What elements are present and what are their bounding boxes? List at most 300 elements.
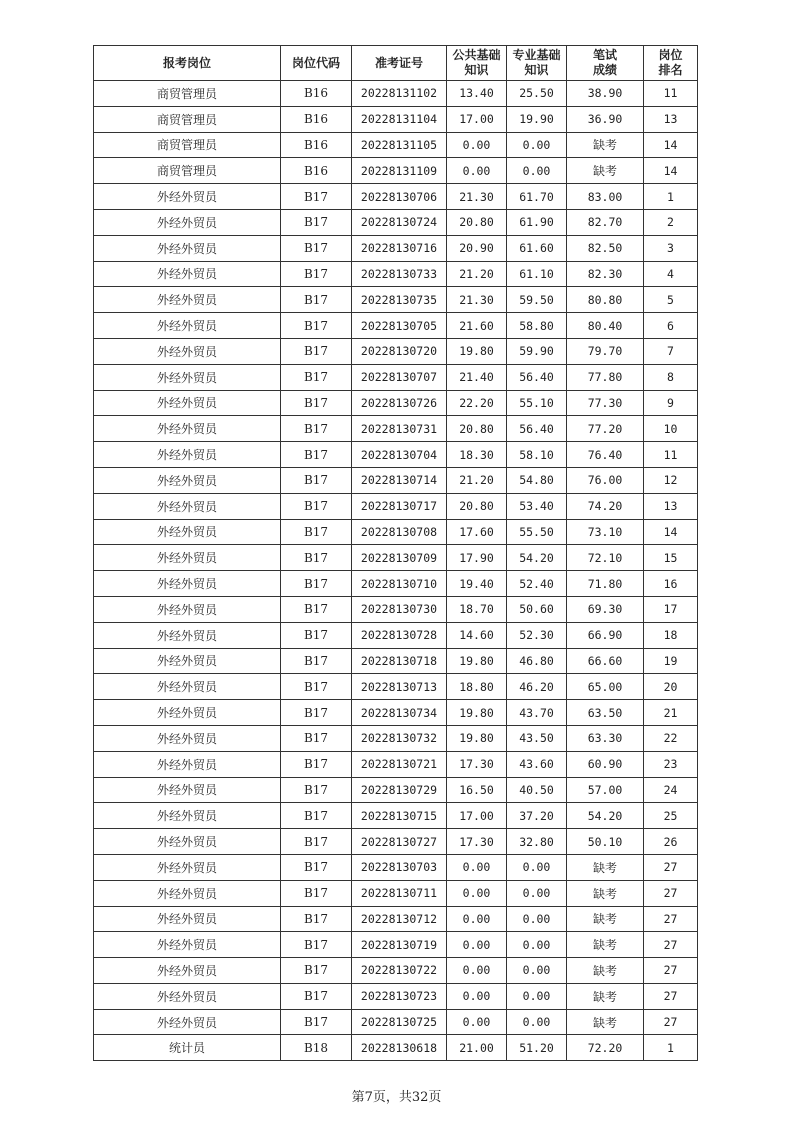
cell-ticket-number: 20228130704	[352, 442, 447, 468]
cell-position: 外经外贸员	[94, 1009, 281, 1035]
cell-ticket-number: 20228131102	[352, 81, 447, 107]
cell-professional-knowledge: 0.00	[507, 958, 567, 984]
cell-public-knowledge: 18.80	[447, 674, 507, 700]
cell-position: 外经外贸员	[94, 313, 281, 339]
cell-public-knowledge: 21.60	[447, 313, 507, 339]
cell-position: 外经外贸员	[94, 829, 281, 855]
cell-public-knowledge: 21.00	[447, 1035, 507, 1061]
cell-position: 外经外贸员	[94, 209, 281, 235]
table-row	[94, 854, 698, 880]
cell-professional-knowledge: 58.80	[507, 313, 567, 339]
table-row	[94, 906, 698, 932]
cell-position-code: B17	[281, 854, 352, 880]
cell-position: 外经外贸员	[94, 674, 281, 700]
header-ticket-number: 准考证号	[352, 46, 447, 81]
cell-position: 外经外贸员	[94, 571, 281, 597]
cell-public-knowledge: 17.30	[447, 751, 507, 777]
cell-position: 外经外贸员	[94, 261, 281, 287]
cell-public-knowledge: 0.00	[447, 932, 507, 958]
cell-public-knowledge: 19.40	[447, 571, 507, 597]
table-row	[94, 829, 698, 855]
cell-professional-knowledge: 0.00	[507, 880, 567, 906]
cell-public-knowledge: 19.80	[447, 700, 507, 726]
cell-professional-knowledge: 37.20	[507, 803, 567, 829]
cell-written-score: 60.90	[567, 751, 644, 777]
cell-position: 外经外贸员	[94, 519, 281, 545]
cell-position: 外经外贸员	[94, 906, 281, 932]
cell-position: 外经外贸员	[94, 648, 281, 674]
table-row	[94, 674, 698, 700]
cell-professional-knowledge: 54.20	[507, 545, 567, 571]
table-row	[94, 983, 698, 1009]
cell-position-code: B16	[281, 158, 352, 184]
cell-public-knowledge: 0.00	[447, 906, 507, 932]
cell-written-score: 74.20	[567, 493, 644, 519]
cell-professional-knowledge: 43.60	[507, 751, 567, 777]
cell-position-code: B17	[281, 906, 352, 932]
cell-written-score: 缺考	[567, 906, 644, 932]
cell-written-score: 缺考	[567, 983, 644, 1009]
cell-rank: 25	[644, 803, 698, 829]
cell-public-knowledge: 20.80	[447, 493, 507, 519]
cell-ticket-number: 20228130712	[352, 906, 447, 932]
table-row	[94, 416, 698, 442]
cell-rank: 15	[644, 545, 698, 571]
cell-ticket-number: 20228130709	[352, 545, 447, 571]
cell-ticket-number: 20228130727	[352, 829, 447, 855]
table-row	[94, 880, 698, 906]
table-row	[94, 803, 698, 829]
cell-position-code: B17	[281, 571, 352, 597]
cell-rank: 26	[644, 829, 698, 855]
cell-position: 商贸管理员	[94, 81, 281, 107]
cell-rank: 16	[644, 571, 698, 597]
cell-position-code: B17	[281, 958, 352, 984]
cell-professional-knowledge: 32.80	[507, 829, 567, 855]
table-row	[94, 313, 698, 339]
cell-professional-knowledge: 61.60	[507, 235, 567, 261]
cell-position: 外经外贸员	[94, 622, 281, 648]
cell-ticket-number: 20228130706	[352, 184, 447, 210]
cell-public-knowledge: 17.60	[447, 519, 507, 545]
table-row	[94, 1009, 698, 1035]
cell-rank: 23	[644, 751, 698, 777]
cell-written-score: 76.00	[567, 467, 644, 493]
cell-position: 外经外贸员	[94, 596, 281, 622]
cell-ticket-number: 20228130716	[352, 235, 447, 261]
cell-position: 商贸管理员	[94, 158, 281, 184]
cell-rank: 8	[644, 364, 698, 390]
cell-written-score: 82.50	[567, 235, 644, 261]
cell-position: 外经外贸员	[94, 803, 281, 829]
table-row	[94, 751, 698, 777]
table-row	[94, 493, 698, 519]
cell-ticket-number: 20228130731	[352, 416, 447, 442]
cell-ticket-number: 20228130723	[352, 983, 447, 1009]
cell-written-score: 缺考	[567, 158, 644, 184]
table-row	[94, 958, 698, 984]
cell-professional-knowledge: 0.00	[507, 983, 567, 1009]
cell-rank: 27	[644, 854, 698, 880]
cell-written-score: 69.30	[567, 596, 644, 622]
cell-ticket-number: 20228130720	[352, 338, 447, 364]
table-row	[94, 1035, 698, 1061]
cell-position: 商贸管理员	[94, 132, 281, 158]
cell-written-score: 73.10	[567, 519, 644, 545]
cell-position-code: B17	[281, 493, 352, 519]
cell-position-code: B17	[281, 700, 352, 726]
cell-professional-knowledge: 55.10	[507, 390, 567, 416]
cell-rank: 14	[644, 158, 698, 184]
cell-rank: 21	[644, 700, 698, 726]
table-row	[94, 932, 698, 958]
cell-ticket-number: 20228130717	[352, 493, 447, 519]
cell-professional-knowledge: 53.40	[507, 493, 567, 519]
cell-professional-knowledge: 51.20	[507, 1035, 567, 1061]
cell-position-code: B17	[281, 1009, 352, 1035]
cell-ticket-number: 20228130713	[352, 674, 447, 700]
cell-position-code: B17	[281, 235, 352, 261]
cell-rank: 19	[644, 648, 698, 674]
cell-professional-knowledge: 52.30	[507, 622, 567, 648]
cell-rank: 13	[644, 493, 698, 519]
cell-professional-knowledge: 25.50	[507, 81, 567, 107]
header-public-knowledge: 公共基础知识	[447, 46, 507, 81]
cell-rank: 24	[644, 777, 698, 803]
cell-written-score: 缺考	[567, 854, 644, 880]
cell-written-score: 80.40	[567, 313, 644, 339]
cell-position-code: B17	[281, 932, 352, 958]
cell-professional-knowledge: 61.90	[507, 209, 567, 235]
cell-written-score: 缺考	[567, 880, 644, 906]
page-number: 第7页，共32页	[351, 1090, 442, 1105]
cell-ticket-number: 20228130715	[352, 803, 447, 829]
cell-position-code: B17	[281, 777, 352, 803]
cell-written-score: 82.70	[567, 209, 644, 235]
cell-public-knowledge: 18.70	[447, 596, 507, 622]
cell-rank: 20	[644, 674, 698, 700]
cell-written-score: 缺考	[567, 132, 644, 158]
cell-professional-knowledge: 0.00	[507, 932, 567, 958]
cell-position: 外经外贸员	[94, 777, 281, 803]
cell-position-code: B17	[281, 983, 352, 1009]
cell-professional-knowledge: 46.20	[507, 674, 567, 700]
cell-professional-knowledge: 59.90	[507, 338, 567, 364]
cell-ticket-number: 20228131109	[352, 158, 447, 184]
cell-position: 外经外贸员	[94, 725, 281, 751]
table-row	[94, 390, 698, 416]
cell-position-code: B17	[281, 184, 352, 210]
cell-public-knowledge: 0.00	[447, 854, 507, 880]
cell-public-knowledge: 21.20	[447, 261, 507, 287]
cell-ticket-number: 20228130724	[352, 209, 447, 235]
cell-written-score: 77.80	[567, 364, 644, 390]
cell-professional-knowledge: 56.40	[507, 416, 567, 442]
cell-position-code: B17	[281, 674, 352, 700]
cell-professional-knowledge: 50.60	[507, 596, 567, 622]
cell-position-code: B17	[281, 261, 352, 287]
cell-ticket-number: 20228130729	[352, 777, 447, 803]
cell-rank: 27	[644, 1009, 698, 1035]
cell-written-score: 71.80	[567, 571, 644, 597]
cell-written-score: 76.40	[567, 442, 644, 468]
cell-ticket-number: 20228130735	[352, 287, 447, 313]
cell-ticket-number: 20228130728	[352, 622, 447, 648]
cell-ticket-number: 20228130705	[352, 313, 447, 339]
cell-rank: 27	[644, 983, 698, 1009]
cell-ticket-number: 20228130707	[352, 364, 447, 390]
cell-position: 外经外贸员	[94, 416, 281, 442]
cell-professional-knowledge: 43.50	[507, 725, 567, 751]
cell-professional-knowledge: 56.40	[507, 364, 567, 390]
cell-rank: 14	[644, 132, 698, 158]
cell-public-knowledge: 21.20	[447, 467, 507, 493]
cell-rank: 11	[644, 81, 698, 107]
cell-professional-knowledge: 52.40	[507, 571, 567, 597]
table-row	[94, 545, 698, 571]
cell-public-knowledge: 21.30	[447, 287, 507, 313]
cell-public-knowledge: 0.00	[447, 880, 507, 906]
cell-position: 外经外贸员	[94, 235, 281, 261]
table-row	[94, 209, 698, 235]
cell-rank: 10	[644, 416, 698, 442]
cell-rank: 6	[644, 313, 698, 339]
cell-professional-knowledge: 0.00	[507, 132, 567, 158]
cell-public-knowledge: 17.30	[447, 829, 507, 855]
table-row	[94, 338, 698, 364]
cell-public-knowledge: 14.60	[447, 622, 507, 648]
cell-position-code: B17	[281, 622, 352, 648]
cell-ticket-number: 20228130732	[352, 725, 447, 751]
cell-public-knowledge: 19.80	[447, 338, 507, 364]
cell-rank: 2	[644, 209, 698, 235]
cell-public-knowledge: 0.00	[447, 132, 507, 158]
cell-public-knowledge: 20.90	[447, 235, 507, 261]
cell-public-knowledge: 19.80	[447, 648, 507, 674]
cell-position-code: B17	[281, 467, 352, 493]
cell-public-knowledge: 17.90	[447, 545, 507, 571]
cell-rank: 27	[644, 880, 698, 906]
cell-position: 外经外贸员	[94, 751, 281, 777]
cell-professional-knowledge: 59.50	[507, 287, 567, 313]
cell-position-code: B18	[281, 1035, 352, 1061]
cell-position-code: B17	[281, 751, 352, 777]
cell-ticket-number: 20228130618	[352, 1035, 447, 1061]
cell-position-code: B17	[281, 338, 352, 364]
cell-position: 商贸管理员	[94, 106, 281, 132]
header-position: 报考岗位	[94, 46, 281, 81]
cell-position: 外经外贸员	[94, 364, 281, 390]
cell-written-score: 72.10	[567, 545, 644, 571]
cell-rank: 3	[644, 235, 698, 261]
cell-public-knowledge: 13.40	[447, 81, 507, 107]
cell-rank: 17	[644, 596, 698, 622]
cell-position: 统计员	[94, 1035, 281, 1061]
cell-rank: 5	[644, 287, 698, 313]
cell-ticket-number: 20228130733	[352, 261, 447, 287]
score-table	[93, 45, 698, 1061]
table-row	[94, 442, 698, 468]
cell-position-code: B17	[281, 313, 352, 339]
cell-written-score: 83.00	[567, 184, 644, 210]
cell-professional-knowledge: 43.70	[507, 700, 567, 726]
cell-ticket-number: 20228131104	[352, 106, 447, 132]
cell-public-knowledge: 17.00	[447, 106, 507, 132]
cell-position-code: B17	[281, 209, 352, 235]
cell-position: 外经外贸员	[94, 493, 281, 519]
table-row	[94, 106, 698, 132]
table-row	[94, 235, 698, 261]
cell-public-knowledge: 0.00	[447, 983, 507, 1009]
cell-public-knowledge: 18.30	[447, 442, 507, 468]
cell-position: 外经外贸员	[94, 983, 281, 1009]
cell-written-score: 66.60	[567, 648, 644, 674]
cell-rank: 27	[644, 932, 698, 958]
cell-position-code: B17	[281, 364, 352, 390]
cell-professional-knowledge: 0.00	[507, 906, 567, 932]
cell-position: 外经外贸员	[94, 184, 281, 210]
cell-written-score: 57.00	[567, 777, 644, 803]
cell-professional-knowledge: 19.90	[507, 106, 567, 132]
cell-rank: 11	[644, 442, 698, 468]
cell-position-code: B17	[281, 829, 352, 855]
header-rank: 岗位排名	[644, 46, 698, 81]
cell-position-code: B17	[281, 725, 352, 751]
cell-public-knowledge: 0.00	[447, 1009, 507, 1035]
cell-position: 外经外贸员	[94, 338, 281, 364]
cell-rank: 13	[644, 106, 698, 132]
cell-ticket-number: 20228130726	[352, 390, 447, 416]
cell-written-score: 50.10	[567, 829, 644, 855]
table-row	[94, 364, 698, 390]
cell-rank: 1	[644, 1035, 698, 1061]
cell-rank: 27	[644, 906, 698, 932]
cell-position: 外经外贸员	[94, 958, 281, 984]
cell-public-knowledge: 16.50	[447, 777, 507, 803]
cell-written-score: 82.30	[567, 261, 644, 287]
cell-professional-knowledge: 61.10	[507, 261, 567, 287]
cell-written-score: 65.00	[567, 674, 644, 700]
cell-rank: 9	[644, 390, 698, 416]
cell-position-code: B17	[281, 519, 352, 545]
cell-public-knowledge: 0.00	[447, 158, 507, 184]
cell-rank: 1	[644, 184, 698, 210]
cell-ticket-number: 20228130708	[352, 519, 447, 545]
cell-position: 外经外贸员	[94, 390, 281, 416]
cell-position: 外经外贸员	[94, 854, 281, 880]
cell-ticket-number: 20228130722	[352, 958, 447, 984]
cell-position-code: B16	[281, 132, 352, 158]
header-position-code: 岗位代码	[281, 46, 352, 81]
table-row	[94, 81, 698, 107]
cell-ticket-number: 20228130710	[352, 571, 447, 597]
cell-public-knowledge: 20.80	[447, 209, 507, 235]
cell-written-score: 77.30	[567, 390, 644, 416]
table-body	[94, 81, 698, 1061]
cell-position-code: B17	[281, 880, 352, 906]
table-row	[94, 184, 698, 210]
header-professional-knowledge: 专业基础知识	[507, 46, 567, 81]
cell-written-score: 66.90	[567, 622, 644, 648]
cell-written-score: 77.20	[567, 416, 644, 442]
cell-written-score: 54.20	[567, 803, 644, 829]
cell-position-code: B17	[281, 416, 352, 442]
table-row	[94, 725, 698, 751]
cell-ticket-number: 20228130730	[352, 596, 447, 622]
header-written-score: 笔试成绩	[567, 46, 644, 81]
cell-public-knowledge: 0.00	[447, 958, 507, 984]
cell-rank: 27	[644, 958, 698, 984]
cell-professional-knowledge: 0.00	[507, 1009, 567, 1035]
cell-public-knowledge: 20.80	[447, 416, 507, 442]
cell-rank: 4	[644, 261, 698, 287]
cell-ticket-number: 20228130703	[352, 854, 447, 880]
cell-written-score: 80.80	[567, 287, 644, 313]
cell-rank: 14	[644, 519, 698, 545]
cell-professional-knowledge: 0.00	[507, 854, 567, 880]
cell-position-code: B17	[281, 596, 352, 622]
cell-position: 外经外贸员	[94, 700, 281, 726]
table-row	[94, 287, 698, 313]
table-row	[94, 571, 698, 597]
cell-position: 外经外贸员	[94, 467, 281, 493]
cell-ticket-number: 20228130711	[352, 880, 447, 906]
cell-ticket-number: 20228130725	[352, 1009, 447, 1035]
cell-rank: 18	[644, 622, 698, 648]
table-row	[94, 700, 698, 726]
cell-position: 外经外贸员	[94, 545, 281, 571]
cell-public-knowledge: 21.30	[447, 184, 507, 210]
table-row	[94, 648, 698, 674]
cell-written-score: 36.90	[567, 106, 644, 132]
cell-written-score: 72.20	[567, 1035, 644, 1061]
cell-position-code: B17	[281, 803, 352, 829]
cell-position-code: B17	[281, 545, 352, 571]
cell-public-knowledge: 17.00	[447, 803, 507, 829]
cell-ticket-number: 20228130734	[352, 700, 447, 726]
cell-written-score: 缺考	[567, 1009, 644, 1035]
cell-position-code: B16	[281, 106, 352, 132]
cell-professional-knowledge: 61.70	[507, 184, 567, 210]
cell-public-knowledge: 21.40	[447, 364, 507, 390]
cell-written-score: 63.50	[567, 700, 644, 726]
table-row	[94, 519, 698, 545]
cell-written-score: 缺考	[567, 932, 644, 958]
cell-position-code: B17	[281, 390, 352, 416]
cell-professional-knowledge: 55.50	[507, 519, 567, 545]
cell-position-code: B17	[281, 442, 352, 468]
table-row	[94, 622, 698, 648]
cell-ticket-number: 20228130718	[352, 648, 447, 674]
cell-written-score: 79.70	[567, 338, 644, 364]
cell-ticket-number: 20228130714	[352, 467, 447, 493]
table-row	[94, 467, 698, 493]
cell-position: 外经外贸员	[94, 442, 281, 468]
cell-professional-knowledge: 46.80	[507, 648, 567, 674]
cell-public-knowledge: 19.80	[447, 725, 507, 751]
cell-position-code: B16	[281, 81, 352, 107]
cell-professional-knowledge: 40.50	[507, 777, 567, 803]
cell-professional-knowledge: 58.10	[507, 442, 567, 468]
cell-written-score: 缺考	[567, 958, 644, 984]
cell-written-score: 63.30	[567, 725, 644, 751]
cell-public-knowledge: 22.20	[447, 390, 507, 416]
table-header-row	[94, 46, 698, 81]
table-row	[94, 132, 698, 158]
cell-position-code: B17	[281, 287, 352, 313]
cell-position-code: B17	[281, 648, 352, 674]
cell-position: 外经外贸员	[94, 932, 281, 958]
